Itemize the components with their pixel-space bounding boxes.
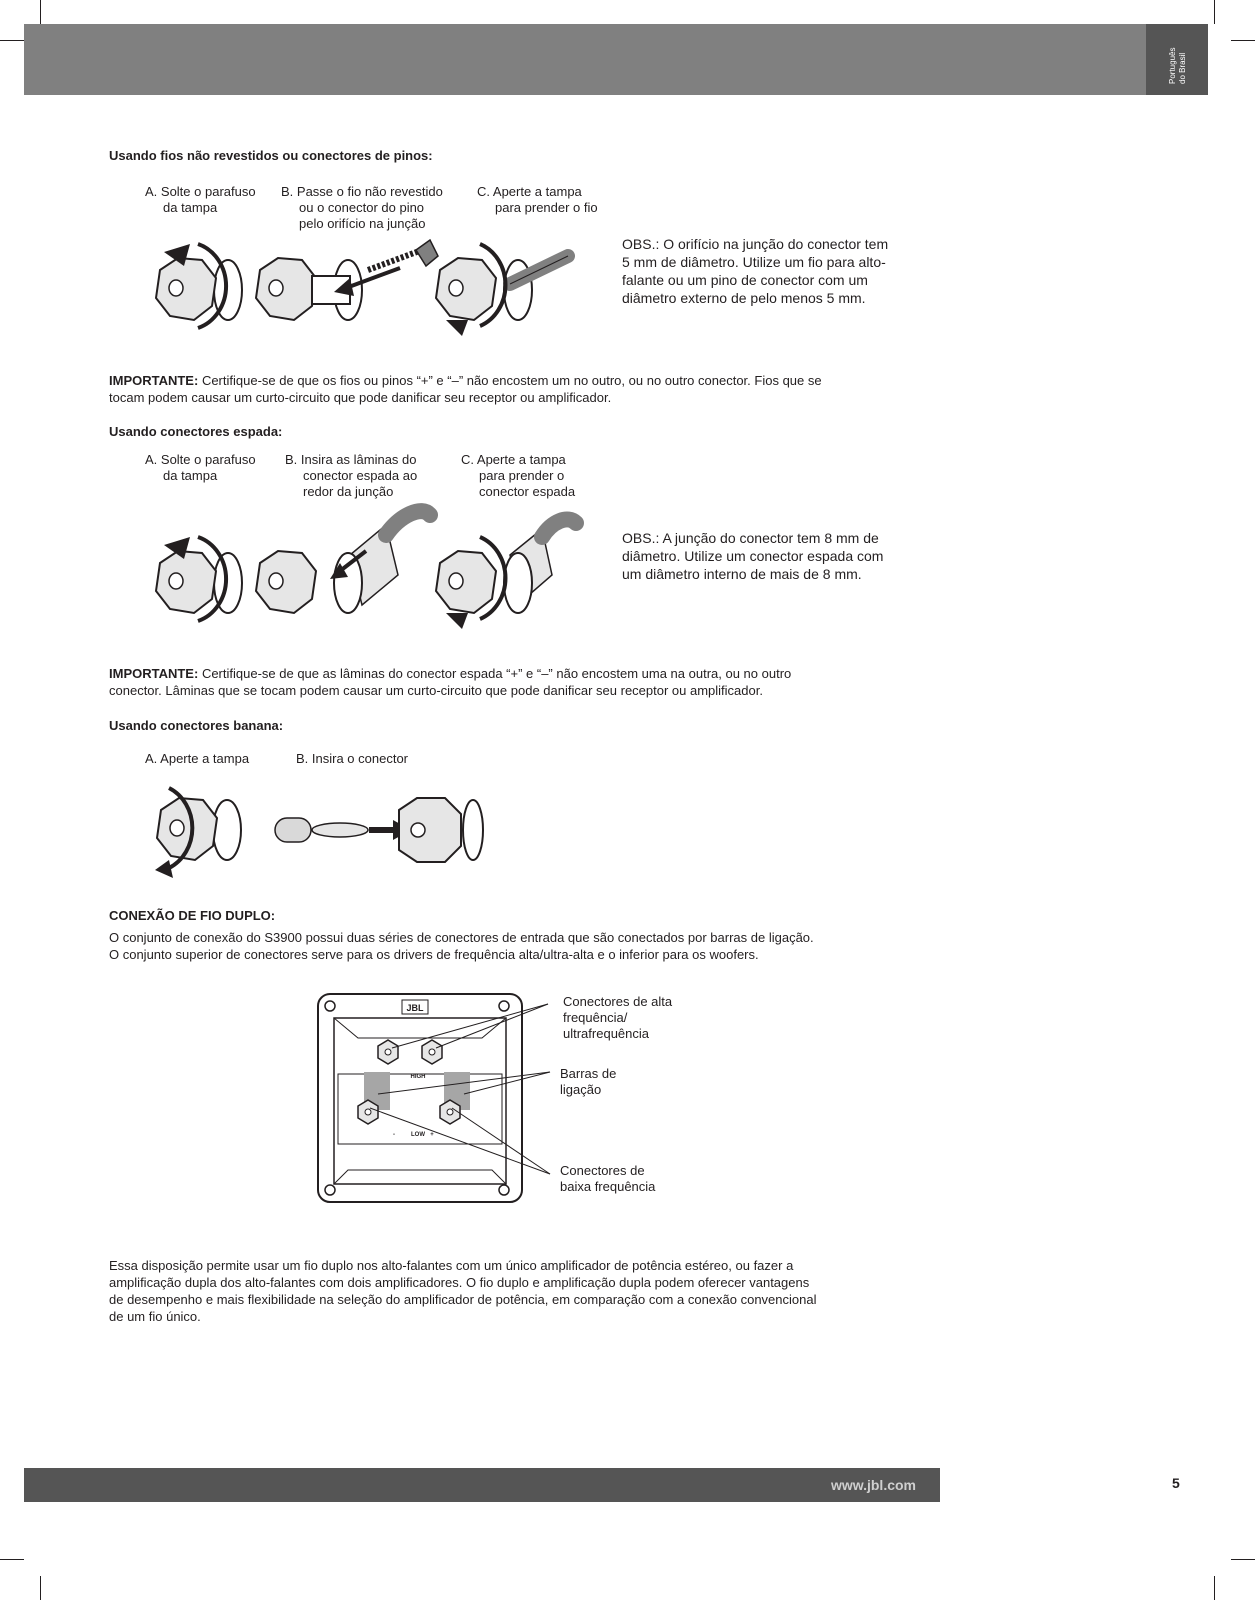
high-terminal-icon bbox=[422, 1040, 442, 1064]
banana-illustration bbox=[155, 780, 485, 880]
callout-line: ligação bbox=[560, 1082, 602, 1097]
minus-label: - bbox=[393, 1132, 395, 1138]
step-b: B. Insira o conector bbox=[296, 751, 408, 766]
low-label: LOW bbox=[411, 1132, 425, 1138]
important-line: Certifique-se de que as lâminas do conector espada “+” e “–” não encostem uma na outra, ou no outro bbox=[201, 666, 792, 681]
jbl-logo-text: JBL bbox=[406, 1003, 424, 1013]
important-label: IMPORTANTE: bbox=[109, 666, 199, 681]
callout-line: ultrafrequência bbox=[563, 1026, 649, 1041]
section-title-bare-wire: Usando fios não revestidos ou conectores de pinos: bbox=[109, 148, 433, 163]
section-title-spade: Usando conectores espada: bbox=[109, 424, 283, 439]
biwire-closing bbox=[109, 1257, 939, 1325]
binding-post-icon bbox=[156, 551, 242, 613]
callout-line: Conectores de alta bbox=[563, 994, 673, 1009]
step-line: da tampa bbox=[163, 468, 218, 483]
note-line: diâmetro externo de pelo menos 5 mm. bbox=[622, 290, 866, 306]
language-line: do Brasil bbox=[1178, 52, 1187, 84]
text-line: Essa disposição permite usar um fio duplo nos alto-falantes com um único amplificador de potência estéreo, ou fazer a bbox=[109, 1258, 794, 1273]
note-line: um diâmetro interno de mais de 8 mm. bbox=[622, 566, 862, 582]
high-label: HIGH bbox=[410, 1074, 426, 1080]
step-line: C. Aperte a tampa bbox=[477, 184, 582, 199]
website-link[interactable]: www.jbl.com bbox=[830, 1477, 916, 1493]
binding-post-icon bbox=[256, 551, 362, 613]
step-line: para prender o bbox=[479, 468, 565, 483]
callout-jumper-bars bbox=[560, 1066, 616, 1098]
important-notice bbox=[109, 372, 939, 406]
binding-post-icon bbox=[157, 798, 241, 860]
high-terminal-icon bbox=[378, 1040, 398, 1064]
important-line: tocam podem causar um curto-circuito que pode danificar seu receptor ou amplificador. bbox=[109, 390, 612, 405]
low-terminal-icon bbox=[358, 1100, 378, 1124]
note-bare-wire bbox=[622, 235, 888, 307]
callout-line: frequência/ bbox=[563, 1010, 628, 1025]
screw-icon bbox=[499, 1001, 509, 1011]
important-line: Certifique-se de que os fios ou pinos “+” e “–” não encostem um no outro, ou no outro conector. Fios que se bbox=[201, 373, 822, 388]
screw-icon bbox=[325, 1001, 335, 1011]
footer-bar bbox=[24, 1468, 940, 1502]
language-label bbox=[1168, 34, 1198, 84]
page-number: 5 bbox=[1172, 1475, 1180, 1491]
spade-illustration bbox=[150, 505, 600, 635]
crop-mark bbox=[40, 1576, 41, 1600]
header-bar bbox=[24, 24, 1146, 95]
callout-low-connectors bbox=[560, 1163, 655, 1195]
section-title-biwire: CONEXÃO DE FIO DUPLO: bbox=[109, 908, 276, 923]
note-line: falante ou um pino de conector com um bbox=[622, 272, 868, 288]
note-line: diâmetro. Utilize um conector espada com bbox=[622, 548, 884, 564]
note-line: OBS.: O orifício na junção do conector tem bbox=[622, 236, 889, 252]
step-line: redor da junção bbox=[303, 484, 394, 499]
important-line: conector. Lâminas que se tocam podem causar um curto-circuito que pode danificar seu receptor ou amplificador. bbox=[109, 683, 763, 698]
step-line: da tampa bbox=[163, 200, 218, 215]
step-line: para prender o fio bbox=[495, 200, 598, 215]
callout-line: baixa frequência bbox=[560, 1179, 656, 1194]
text-line: O conjunto de conexão do S3900 possui duas séries de conectores de entrada que são conectados por barras de ligação. bbox=[109, 930, 814, 945]
step-line: conector espada bbox=[479, 484, 576, 499]
step-a bbox=[145, 184, 256, 216]
language-line: Português bbox=[1168, 47, 1177, 84]
low-terminal-icon bbox=[440, 1100, 460, 1124]
crop-mark bbox=[1231, 40, 1255, 41]
language-tab bbox=[1146, 24, 1208, 95]
step-line: A. Solte o parafuso bbox=[145, 184, 256, 199]
crop-mark bbox=[0, 1559, 24, 1560]
note-spade bbox=[622, 529, 883, 583]
binding-post-icon bbox=[156, 258, 242, 320]
callout-line: Barras de bbox=[560, 1066, 617, 1081]
callout-line: Conectores de bbox=[560, 1163, 645, 1178]
crop-mark bbox=[1231, 1559, 1255, 1560]
binding-post-icon bbox=[436, 551, 532, 613]
step-c bbox=[461, 452, 575, 500]
step-line: B. Insira as lâminas do bbox=[285, 452, 417, 467]
callout-high-connectors bbox=[563, 994, 672, 1042]
important-label: IMPORTANTE: bbox=[109, 373, 199, 388]
step-a bbox=[145, 452, 256, 484]
step-line: conector espada ao bbox=[303, 468, 418, 483]
step-line: A. Solte o parafuso bbox=[145, 452, 256, 467]
biwire-intro bbox=[109, 929, 939, 963]
important-notice bbox=[109, 665, 939, 699]
crop-mark bbox=[40, 0, 41, 24]
crop-mark bbox=[1214, 1576, 1215, 1600]
step-line: ou o conector do pino bbox=[299, 200, 425, 215]
screw-icon bbox=[325, 1185, 335, 1195]
note-line: OBS.: A junção do conector tem 8 mm de bbox=[622, 530, 879, 546]
bare-wire-illustration bbox=[150, 240, 630, 340]
step-c bbox=[477, 184, 598, 216]
text-line: de um fio único. bbox=[109, 1309, 201, 1324]
text-line: de desempenho e mais flexibilidade na seleção do amplificador de potência, em comparação com a conexão convencional bbox=[109, 1292, 817, 1307]
step-b bbox=[281, 184, 443, 232]
binding-post-icon bbox=[399, 798, 483, 862]
step-a: A. Aperte a tampa bbox=[145, 751, 250, 766]
section-title-banana: Usando conectores banana: bbox=[109, 718, 284, 733]
crop-mark bbox=[0, 40, 24, 41]
step-b bbox=[285, 452, 417, 500]
step-line: pelo orifício na junção bbox=[299, 216, 426, 231]
screw-icon bbox=[499, 1185, 509, 1195]
crop-mark bbox=[1214, 0, 1215, 24]
plus-label: + bbox=[430, 1132, 434, 1138]
step-line: C. Aperte a tampa bbox=[461, 452, 566, 467]
bare-wire-icon bbox=[368, 240, 438, 270]
banana-plug-icon bbox=[275, 818, 368, 842]
text-line: amplificação dupla dos alto-falantes com dois amplificadores. O fio duplo e amplificação dupla podem oferecer vantagens bbox=[109, 1275, 810, 1290]
step-line: B. Passe o fio não revestido bbox=[281, 184, 443, 199]
note-line: 5 mm de diâmetro. Utilize um fio para alto- bbox=[622, 254, 886, 270]
text-line: O conjunto superior de conectores serve para os drivers de frequência alta/ultra-alta e o inferior para os woofers. bbox=[109, 947, 759, 962]
